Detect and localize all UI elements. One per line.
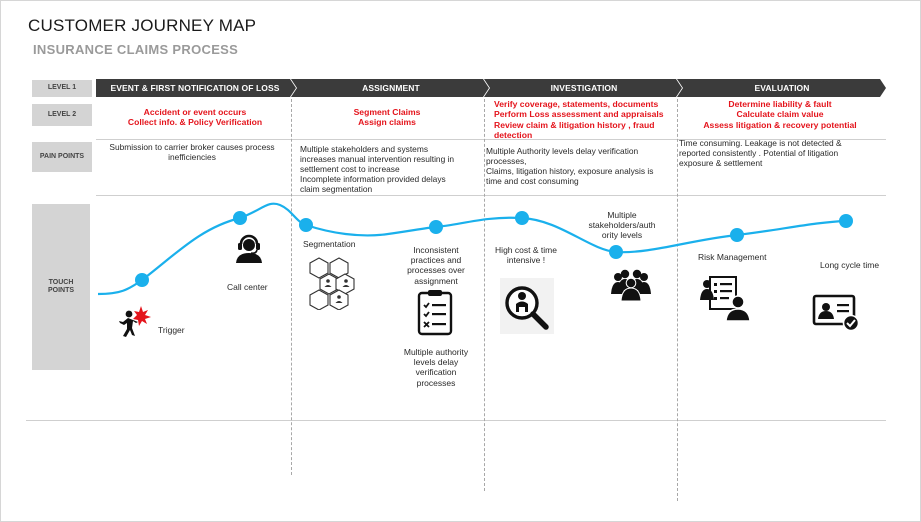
pain-stage1-line2: inefficiencies: [168, 152, 216, 163]
pain-stage1-line1: Submission to carrier broker causes process: [109, 142, 275, 152]
label-high-cost: [488, 245, 564, 265]
stage-label-3: INVESTIGATION: [550, 83, 618, 93]
label-inconsistent-line1: Inconsistent: [413, 245, 459, 255]
label-multiple-stakeholders-line1: Multiple: [607, 210, 637, 220]
pain-stage3-line3: Claims, litigation history, exposure analysis is: [486, 166, 654, 177]
label-multiple-authority: [388, 347, 484, 388]
touchpoint-dot-6: [609, 245, 623, 259]
stage-label-4: EVALUATION: [754, 83, 810, 93]
trigger-icon: [115, 302, 157, 344]
level2-stage3-line1: Verify coverage, statements, documents: [494, 99, 659, 109]
pain-stage3-line1: Multiple Authority levels delay verification: [486, 146, 639, 156]
pain-stage4-line3: exposure & settlement: [679, 158, 763, 169]
pain-stage2-line4: Incomplete information provided delays: [300, 174, 446, 185]
pain-stage2-line3: settlement cost to increase: [300, 164, 400, 175]
touchpoint-dot-7: [730, 228, 744, 242]
level2-stage3-line4: detection: [494, 129, 533, 140]
label-call-center: Call center: [227, 282, 268, 292]
segmentation-hexagons-icon: [306, 256, 356, 310]
level2-stage4-line2: Calculate claim value: [736, 109, 824, 120]
touch-points-word2: POINTS: [47, 287, 75, 294]
page-title: CUSTOMER JOURNEY MAP: [28, 16, 257, 35]
touchpoint-dot-8: [839, 214, 853, 228]
touchpoint-dot-4: [429, 220, 443, 234]
stage-label-1: EVENT & FIRST NOTIFICATION OF LOSS: [110, 83, 280, 93]
label-risk-management: Risk Management: [698, 252, 767, 262]
row-label-pain-points: PAIN POINTS: [32, 142, 92, 172]
row-label-level2: LEVEL 2: [32, 104, 92, 126]
label-multiple-stakeholders-line3: ority levels: [601, 230, 643, 241]
label-segmentation: Segmentation: [303, 239, 356, 249]
label-multiple-stakeholders: [582, 210, 662, 241]
level2-stage2-line1: Segment Claims: [353, 107, 421, 117]
label-multiple-authority-line2: levels delay: [413, 357, 459, 368]
magnifier-person-icon: [500, 278, 554, 334]
touch-points-word1: TOUCH: [48, 278, 74, 286]
pain-stage3-line4: time and cost consuming: [486, 176, 579, 187]
id-card-check-icon: [812, 294, 860, 332]
label-multiple-authority-line4: processes: [416, 377, 456, 388]
pain-stage2-line1: Multiple stakeholders and systems: [300, 144, 429, 154]
call-center-icon: [232, 232, 266, 264]
level2-stage2-line2: Assign claims: [358, 117, 416, 128]
level2-stage4-line3: Assess litigation & recovery potential: [703, 119, 857, 130]
row-label-level1: LEVEL 1: [32, 80, 92, 97]
label-inconsistent: [396, 245, 476, 286]
label-multiple-authority-line1: Multiple authority: [403, 347, 469, 357]
level2-stage1-line2: Collect info. & Policy Verification: [127, 117, 263, 128]
pain-stage3-line2: processes,: [486, 156, 527, 167]
label-long-cycle: Long cycle time: [820, 260, 880, 270]
label-high-cost-line1: High cost & time: [495, 245, 557, 255]
label-inconsistent-line3: processes over: [407, 265, 465, 276]
checklist-icon: [415, 288, 455, 336]
stage-label-2: ASSIGNMENT: [362, 83, 420, 93]
label-multiple-stakeholders-line2: stakeholders/auth: [588, 220, 656, 231]
level2-stage1-line1: Accident or event occurs: [143, 107, 247, 117]
page-subtitle: INSURANCE CLAIMS PROCESS: [33, 42, 239, 57]
level2-stage3-line2: Perform Loss assessment and appraisals: [494, 109, 664, 120]
pain-stage2-line2: increases manual intervention resulting in: [300, 154, 455, 165]
label-trigger: Trigger: [158, 325, 185, 335]
pain-stage4-line2: reported consistently . Potential of litigation: [679, 148, 839, 159]
touchpoint-dot-3: [299, 218, 313, 232]
group-people-icon: [610, 268, 652, 302]
touchpoint-dot-5: [515, 211, 529, 225]
pain-stage2-line5: claim segmentation: [300, 184, 373, 195]
label-inconsistent-line2: practices and: [410, 255, 462, 266]
label-high-cost-line2: intensive !: [506, 255, 546, 266]
risk-management-person-icon: [700, 270, 752, 322]
label-multiple-authority-line3: verification: [415, 367, 457, 378]
touchpoint-dot-1: [135, 273, 149, 287]
level2-stage3-line3: Review claim & litigation history , fraud: [494, 119, 655, 130]
label-inconsistent-line4: assignment: [414, 275, 458, 286]
level2-stage4-line1: Determine liability & fault: [728, 99, 832, 109]
pain-stage4-line1: Time consuming. Leakage is not detected &: [679, 138, 842, 148]
touchpoint-dot-2: [233, 211, 247, 225]
